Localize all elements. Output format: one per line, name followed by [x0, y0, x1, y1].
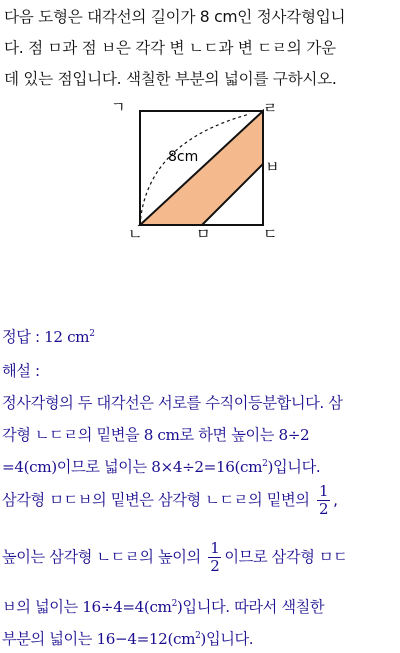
explain-label: 해설 :: [2, 362, 40, 380]
explain-line-7: [2, 628, 253, 649]
explain-line-3: [2, 456, 320, 477]
fraction-half: [317, 483, 330, 518]
text-span: 이므로 삼각형 ㅁㄷ: [224, 548, 348, 566]
point-label-b: ㅂ: [265, 158, 280, 176]
explain-line-5: [2, 540, 347, 575]
math-span: ): [200, 630, 206, 648]
fraction-half: [208, 540, 221, 575]
math-span: ): [176, 598, 183, 616]
math-span: ): [267, 458, 274, 476]
explain-line-2: [2, 424, 309, 445]
exponent: 2: [195, 631, 201, 641]
text-span: ㅂ의 넓이는: [2, 598, 83, 616]
text-span: 부분의 넓이는: [2, 630, 97, 648]
math-span: 16−4=12(cm: [96, 630, 196, 648]
text-span: 높이는 삼각형 ㄴㄷㄹ의 높이의: [2, 548, 206, 566]
square-figure: [110, 98, 280, 240]
exponent: 2: [171, 599, 177, 609]
question-line: 다. 점 ㅁ과 점 ㅂ은 각각 변 ㄴㄷ과 변 ㄷㄹ의 가운: [4, 39, 336, 57]
math-span: =4(cm): [2, 458, 57, 476]
answer-exponent: 2: [89, 329, 95, 339]
text-span: 이므로 넓이는: [56, 458, 152, 476]
text-span: 각형 ㄴㄷㄹ의 밑변을: [2, 426, 144, 444]
text-span: 입니다.: [273, 458, 321, 476]
vertex-label-n: ㄴ: [128, 225, 143, 240]
explain-line-4: [2, 483, 338, 518]
fraction-denominator: 2: [319, 500, 329, 518]
vertex-label-d: ㄷ: [263, 225, 278, 240]
answer-value: 12 cm: [44, 328, 90, 346]
vertex-label-r: ㄹ: [263, 99, 278, 117]
math-span: 8÷2: [278, 426, 310, 444]
explain-line-6: [2, 596, 324, 617]
answer-label: 정답 :: [2, 328, 40, 346]
fraction-numerator: 1: [319, 482, 329, 500]
question-line: 다음 도형은 대각선의 길이가 8 cm인 정사각형입니: [4, 8, 346, 26]
question-text: [4, 2, 398, 95]
text-span: 삼각형 ㅁㄷㅂ의 밑변은 삼각형 ㄴㄷㄹ의 밑변의: [2, 491, 314, 509]
math-span: 8×4÷2=16(cm: [151, 458, 263, 476]
text-span: 입니다.: [205, 630, 254, 648]
diagonal-length-label: 8cm: [168, 149, 199, 165]
math-span: 16÷4=4(cm: [82, 598, 172, 616]
vertex-label-g: ㄱ: [111, 98, 126, 116]
text-span: 입니다. 따라서 색칠한: [182, 598, 325, 616]
shaded-region: [140, 111, 263, 225]
explain-line-1: 정사각형의 두 대각선은 서로를 수직이등분합니다. 삼: [2, 394, 343, 412]
math-span: 8 cm: [143, 426, 180, 444]
text-span: ,: [333, 491, 338, 509]
point-label-m: ㅁ: [196, 225, 211, 240]
fraction-denominator: 2: [210, 557, 220, 575]
fraction-numerator: 1: [210, 539, 220, 557]
question-line: 데 있는 점입니다. 색칠한 부분의 넓이를 구하시오.: [4, 70, 337, 88]
answer-row: [2, 326, 95, 347]
text-span: 로 하면 높이는: [179, 426, 279, 444]
exponent: 2: [262, 459, 268, 469]
